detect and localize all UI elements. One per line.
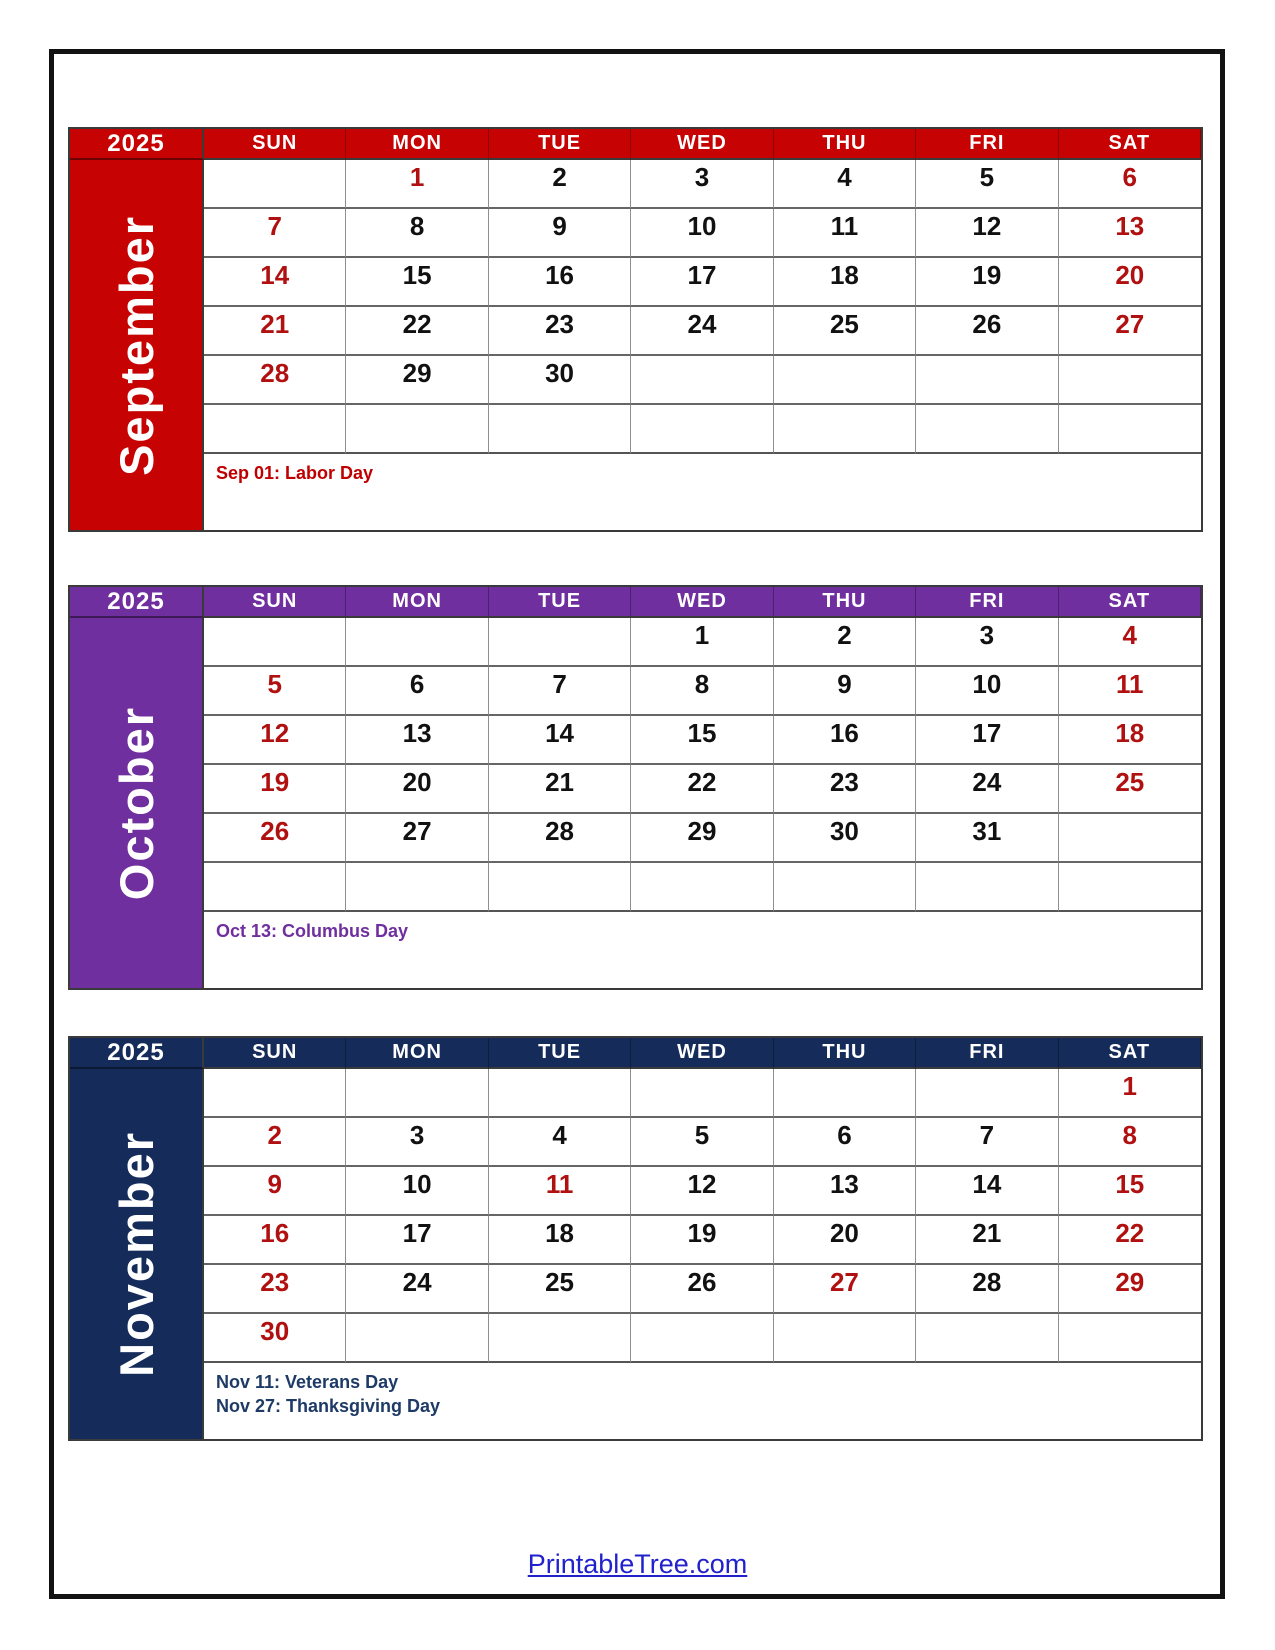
day-cell: 14: [916, 1167, 1058, 1216]
day-cell: 16: [204, 1216, 346, 1265]
day-cell: 25: [1059, 765, 1201, 814]
day-cell: 16: [774, 716, 916, 765]
footer-link[interactable]: PrintableTree.com: [527, 1549, 748, 1579]
day-cell: 5: [916, 160, 1058, 209]
weekday-fri: FRI: [916, 1038, 1058, 1069]
day-cell: 28: [489, 814, 631, 863]
weekday-thu: THU: [774, 587, 916, 618]
empty-day-cell: [489, 1069, 631, 1118]
empty-day-cell: [346, 863, 488, 912]
empty-day-cell: [489, 618, 631, 667]
empty-day-cell: [489, 405, 631, 454]
day-cell: 10: [916, 667, 1058, 716]
day-cell: 19: [631, 1216, 773, 1265]
day-cell: 17: [631, 258, 773, 307]
weekday-sun: SUN: [204, 1038, 346, 1069]
day-cell: 29: [1059, 1265, 1201, 1314]
empty-day-cell: [774, 1069, 916, 1118]
day-cell: 9: [204, 1167, 346, 1216]
day-cell: 12: [631, 1167, 773, 1216]
weekday-fri: FRI: [916, 587, 1058, 618]
empty-day-cell: [489, 863, 631, 912]
day-cell: 22: [631, 765, 773, 814]
month-october: [68, 585, 1203, 990]
empty-day-cell: [774, 1314, 916, 1363]
day-cell: 2: [774, 618, 916, 667]
day-cell: 12: [916, 209, 1058, 258]
day-cell: 1: [631, 618, 773, 667]
empty-day-cell: [204, 863, 346, 912]
day-cell: 20: [774, 1216, 916, 1265]
day-cell: 11: [489, 1167, 631, 1216]
day-cell: 3: [916, 618, 1058, 667]
month-name: November: [109, 1131, 163, 1377]
empty-day-cell: [631, 1069, 773, 1118]
holiday-note: Sep 01: Labor Day: [216, 463, 374, 483]
month-november: [68, 1036, 1203, 1441]
holiday-note: Oct 13: Columbus Day: [216, 921, 409, 941]
month-name: October: [109, 705, 163, 901]
day-cell: 30: [774, 814, 916, 863]
empty-day-cell: [631, 1314, 773, 1363]
day-cell: 8: [1059, 1118, 1201, 1167]
empty-day-cell: [631, 863, 773, 912]
day-cell: 14: [204, 258, 346, 307]
year-label: 2025: [70, 129, 204, 160]
day-cell: 13: [1059, 209, 1201, 258]
day-cell: 30: [204, 1314, 346, 1363]
day-cell: 4: [1059, 618, 1201, 667]
day-cell: 15: [346, 258, 488, 307]
empty-day-cell: [1059, 405, 1201, 454]
day-cell: 15: [1059, 1167, 1201, 1216]
day-cell: 25: [489, 1265, 631, 1314]
month-name: September: [109, 214, 163, 476]
day-cell: 2: [204, 1118, 346, 1167]
holiday-note: Nov 11: Veterans Day: [216, 1372, 399, 1392]
holiday-notes: [204, 454, 1201, 530]
day-cell: 1: [346, 160, 488, 209]
day-cell: 12: [204, 716, 346, 765]
day-cell: 26: [916, 307, 1058, 356]
day-cell: 8: [631, 667, 773, 716]
empty-day-cell: [774, 356, 916, 405]
day-cell: 11: [774, 209, 916, 258]
day-cell: 11: [1059, 667, 1201, 716]
day-cell: 13: [774, 1167, 916, 1216]
day-cell: 24: [916, 765, 1058, 814]
empty-day-cell: [204, 405, 346, 454]
empty-day-cell: [346, 1069, 488, 1118]
weekday-thu: THU: [774, 1038, 916, 1069]
day-cell: 3: [346, 1118, 488, 1167]
day-cell: 29: [631, 814, 773, 863]
empty-day-cell: [774, 405, 916, 454]
day-cell: 9: [774, 667, 916, 716]
day-cell: 7: [489, 667, 631, 716]
weekday-fri: FRI: [916, 129, 1058, 160]
day-cell: 18: [1059, 716, 1201, 765]
month-sidebar: [70, 618, 204, 988]
weekday-sat: SAT: [1059, 129, 1201, 160]
day-cell: 4: [774, 160, 916, 209]
day-cell: 6: [1059, 160, 1201, 209]
empty-day-cell: [916, 356, 1058, 405]
day-cell: 22: [1059, 1216, 1201, 1265]
empty-day-cell: [631, 405, 773, 454]
empty-day-cell: [346, 1314, 488, 1363]
weekday-mon: MON: [346, 129, 488, 160]
empty-day-cell: [346, 405, 488, 454]
holiday-notes: [204, 912, 1201, 988]
holiday-notes: [204, 1363, 1201, 1439]
day-cell: 10: [346, 1167, 488, 1216]
month-sidebar: [70, 1069, 204, 1439]
weekday-mon: MON: [346, 587, 488, 618]
weekday-wed: WED: [631, 587, 773, 618]
weekday-tue: TUE: [489, 1038, 631, 1069]
day-cell: 26: [631, 1265, 773, 1314]
day-cell: 31: [916, 814, 1058, 863]
day-cell: 7: [916, 1118, 1058, 1167]
empty-day-cell: [204, 1069, 346, 1118]
day-cell: 14: [489, 716, 631, 765]
day-cell: 7: [204, 209, 346, 258]
day-cell: 5: [204, 667, 346, 716]
day-cell: 16: [489, 258, 631, 307]
day-cell: 18: [774, 258, 916, 307]
day-cell: 3: [631, 160, 773, 209]
day-cell: 27: [346, 814, 488, 863]
day-cell: 24: [346, 1265, 488, 1314]
empty-day-cell: [204, 160, 346, 209]
weekday-tue: TUE: [489, 129, 631, 160]
day-cell: 10: [631, 209, 773, 258]
empty-day-cell: [916, 405, 1058, 454]
day-cell: 9: [489, 209, 631, 258]
weekday-wed: WED: [631, 129, 773, 160]
day-cell: 23: [204, 1265, 346, 1314]
weekday-sun: SUN: [204, 129, 346, 160]
day-cell: 20: [1059, 258, 1201, 307]
day-cell: 18: [489, 1216, 631, 1265]
day-cell: 13: [346, 716, 488, 765]
day-cell: 28: [916, 1265, 1058, 1314]
weekday-tue: TUE: [489, 587, 631, 618]
empty-day-cell: [489, 1314, 631, 1363]
day-cell: 23: [774, 765, 916, 814]
day-cell: 2: [489, 160, 631, 209]
day-cell: 21: [916, 1216, 1058, 1265]
day-cell: 28: [204, 356, 346, 405]
day-cell: 1: [1059, 1069, 1201, 1118]
holiday-note: Nov 27: Thanksgiving Day: [216, 1396, 441, 1417]
weekday-sat: SAT: [1059, 587, 1201, 618]
empty-day-cell: [346, 618, 488, 667]
month-sidebar: [70, 160, 204, 530]
day-cell: 20: [346, 765, 488, 814]
day-cell: 8: [346, 209, 488, 258]
empty-day-cell: [631, 356, 773, 405]
day-cell: 6: [346, 667, 488, 716]
day-cell: 25: [774, 307, 916, 356]
day-cell: 27: [774, 1265, 916, 1314]
day-cell: 21: [489, 765, 631, 814]
weekday-mon: MON: [346, 1038, 488, 1069]
empty-day-cell: [916, 1069, 1058, 1118]
year-label: 2025: [70, 1038, 204, 1069]
day-cell: 26: [204, 814, 346, 863]
empty-day-cell: [204, 618, 346, 667]
day-cell: 17: [916, 716, 1058, 765]
day-cell: 24: [631, 307, 773, 356]
weekday-sat: SAT: [1059, 1038, 1201, 1069]
day-cell: 17: [346, 1216, 488, 1265]
month-september: [68, 127, 1203, 532]
weekday-sun: SUN: [204, 587, 346, 618]
empty-day-cell: [1059, 356, 1201, 405]
day-cell: 19: [204, 765, 346, 814]
empty-day-cell: [916, 1314, 1058, 1363]
weekday-wed: WED: [631, 1038, 773, 1069]
weekday-thu: THU: [774, 129, 916, 160]
page-footer: [0, 1549, 1275, 1580]
day-cell: 29: [346, 356, 488, 405]
day-cell: 4: [489, 1118, 631, 1167]
day-cell: 15: [631, 716, 773, 765]
day-cell: 19: [916, 258, 1058, 307]
day-cell: 23: [489, 307, 631, 356]
day-cell: 6: [774, 1118, 916, 1167]
empty-day-cell: [1059, 814, 1201, 863]
empty-day-cell: [1059, 1314, 1201, 1363]
empty-day-cell: [916, 863, 1058, 912]
empty-day-cell: [774, 863, 916, 912]
year-label: 2025: [70, 587, 204, 618]
day-cell: 5: [631, 1118, 773, 1167]
day-cell: 21: [204, 307, 346, 356]
day-cell: 27: [1059, 307, 1201, 356]
day-cell: 22: [346, 307, 488, 356]
empty-day-cell: [1059, 863, 1201, 912]
day-cell: 30: [489, 356, 631, 405]
